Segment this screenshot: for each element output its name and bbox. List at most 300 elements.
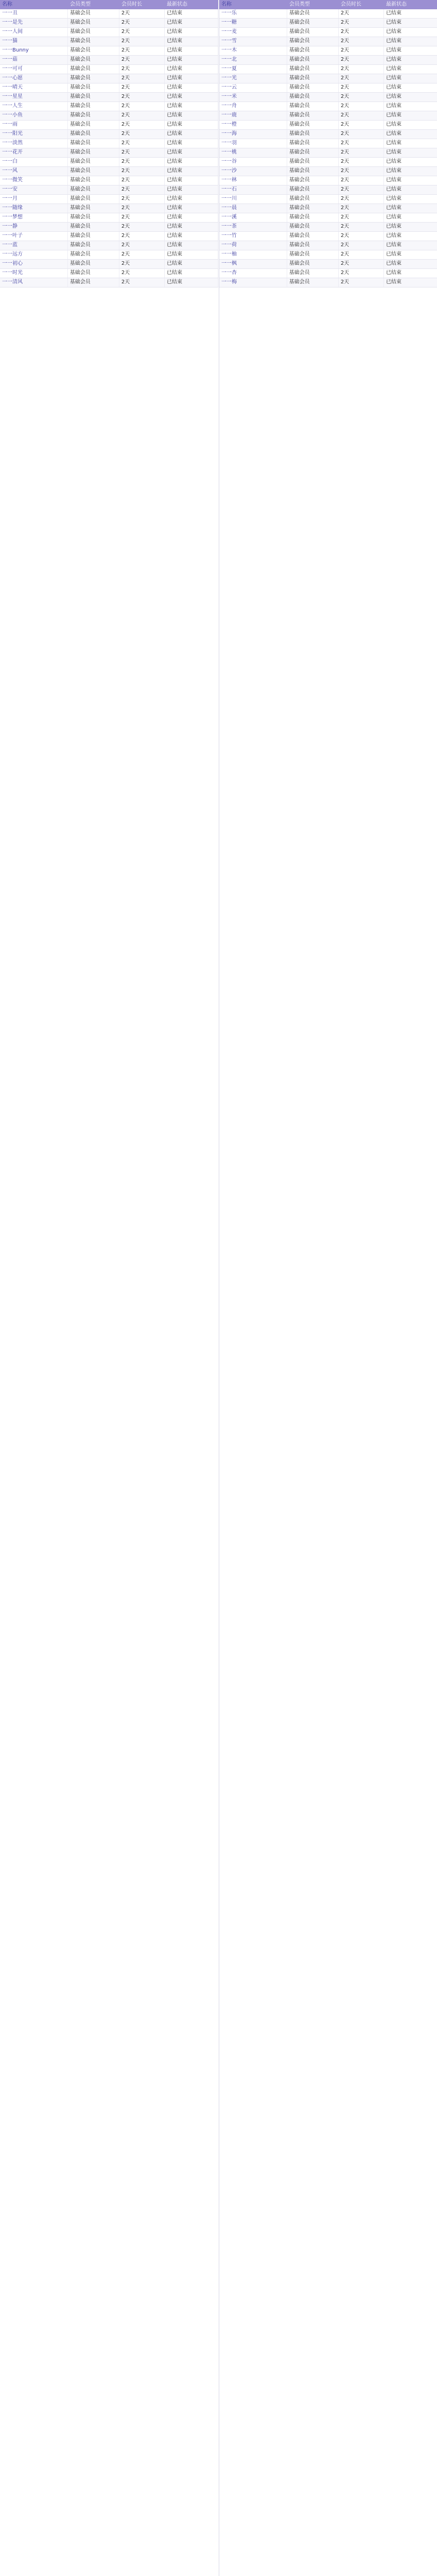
member-duration: 2天 xyxy=(119,56,165,64)
member-status: 已结束 xyxy=(165,185,218,194)
table-row[interactable] xyxy=(219,167,437,176)
table-row[interactable] xyxy=(0,241,218,250)
member-status: 已结束 xyxy=(165,204,218,213)
member-duration: 2天 xyxy=(339,37,384,46)
header-duration: 会员时长 xyxy=(341,2,361,7)
member-name[interactable]: 一一羽 xyxy=(219,139,287,148)
member-duration: 2天 xyxy=(339,250,384,259)
member-duration: 2天 xyxy=(119,167,165,176)
member-name[interactable]: 一一舟 xyxy=(219,102,287,111)
member-type: 基础会员 xyxy=(287,278,339,287)
member-status: 已结束 xyxy=(384,9,437,18)
member-name[interactable]: 一一菇 xyxy=(0,56,68,64)
member-duration: 2天 xyxy=(119,223,165,231)
table-row[interactable] xyxy=(0,176,218,185)
table-row[interactable] xyxy=(0,148,218,158)
table-row[interactable] xyxy=(219,93,437,102)
member-name[interactable]: 一一夏 xyxy=(219,65,287,74)
member-name[interactable]: 一一微笑 xyxy=(0,176,68,185)
table-row[interactable] xyxy=(0,204,218,213)
member-name[interactable]: 一一人间 xyxy=(0,28,68,37)
member-status: 已结束 xyxy=(165,148,218,157)
member-status: 已结束 xyxy=(384,93,437,101)
member-status: 已结束 xyxy=(165,250,218,259)
header-duration: 会员时长 xyxy=(121,2,142,7)
member-name[interactable]: 一一枫 xyxy=(219,260,287,268)
member-name[interactable]: 一一清风 xyxy=(0,278,68,287)
member-type: 基础会员 xyxy=(287,167,339,176)
member-name[interactable]: 一一溪 xyxy=(219,213,287,222)
table-row[interactable] xyxy=(219,111,437,121)
table-row[interactable] xyxy=(219,195,437,204)
member-type: 基础会员 xyxy=(287,130,339,139)
member-duration: 2天 xyxy=(339,56,384,64)
member-type: 基础会员 xyxy=(68,241,119,250)
member-status: 已结束 xyxy=(165,176,218,185)
member-name[interactable]: 一一阳光 xyxy=(0,130,68,139)
member-name[interactable]: 一一叶子 xyxy=(0,232,68,241)
member-duration: 2天 xyxy=(339,158,384,166)
member-duration: 2天 xyxy=(339,130,384,139)
member-duration: 2天 xyxy=(339,111,384,120)
member-status: 已结束 xyxy=(384,83,437,92)
member-duration: 2天 xyxy=(119,93,165,101)
table-row[interactable] xyxy=(219,19,437,28)
member-name[interactable]: 一一是先 xyxy=(0,19,68,27)
left-table-panel xyxy=(0,0,218,2576)
member-name[interactable]: 一一茶 xyxy=(219,223,287,231)
member-status: 已结束 xyxy=(384,204,437,213)
table-row[interactable] xyxy=(0,121,218,130)
member-duration: 2天 xyxy=(339,269,384,278)
member-duration: 2天 xyxy=(119,9,165,18)
member-name[interactable]: 一一时光 xyxy=(0,269,68,278)
member-name[interactable]: 一一雪 xyxy=(219,37,287,46)
member-duration: 2天 xyxy=(339,185,384,194)
table-row[interactable] xyxy=(0,185,218,195)
member-duration: 2天 xyxy=(339,232,384,241)
member-type: 基础会员 xyxy=(68,167,119,176)
member-type: 基础会员 xyxy=(68,65,119,74)
member-name[interactable]: 一一初心 xyxy=(0,260,68,268)
member-type: 基础会员 xyxy=(287,111,339,120)
member-type: 基础会员 xyxy=(287,269,339,278)
table-row[interactable] xyxy=(0,158,218,167)
table-row[interactable] xyxy=(0,28,218,37)
member-name[interactable]: 一一星星 xyxy=(0,93,68,101)
header-status: 最新状态 xyxy=(167,2,187,7)
member-duration: 2天 xyxy=(119,158,165,166)
member-name[interactable]: 一一海 xyxy=(219,130,287,139)
member-name[interactable]: 一一人生 xyxy=(0,102,68,111)
table-row[interactable] xyxy=(219,260,437,269)
member-duration: 2天 xyxy=(119,278,165,287)
member-duration: 2天 xyxy=(119,83,165,92)
table-row[interactable] xyxy=(219,56,437,65)
member-status: 已结束 xyxy=(165,139,218,148)
member-duration: 2天 xyxy=(119,269,165,278)
member-status: 已结束 xyxy=(384,278,437,287)
member-duration: 2天 xyxy=(339,223,384,231)
member-duration: 2天 xyxy=(119,176,165,185)
member-status: 已结束 xyxy=(165,241,218,250)
table-row[interactable] xyxy=(219,28,437,37)
member-type: 基础会员 xyxy=(287,102,339,111)
member-name[interactable]: 一一晨 xyxy=(219,204,287,213)
member-status: 已结束 xyxy=(165,46,218,55)
member-duration: 2天 xyxy=(339,139,384,148)
member-duration: 2天 xyxy=(339,148,384,157)
member-type: 基础会员 xyxy=(287,93,339,101)
member-type: 基础会员 xyxy=(287,148,339,157)
member-duration: 2天 xyxy=(119,65,165,74)
member-name[interactable]: 一一可可 xyxy=(0,65,68,74)
member-duration: 2天 xyxy=(339,121,384,129)
member-duration: 2天 xyxy=(339,241,384,250)
header-name: 名称 xyxy=(2,2,12,7)
member-duration: 2天 xyxy=(119,148,165,157)
member-name[interactable]: 一一安 xyxy=(0,185,68,194)
member-type: 基础会员 xyxy=(287,28,339,37)
member-duration: 2天 xyxy=(119,232,165,241)
member-name[interactable]: 一一荷 xyxy=(219,241,287,250)
header-type: 会员类型 xyxy=(289,2,310,7)
member-type: 基础会员 xyxy=(287,37,339,46)
member-type: 基础会员 xyxy=(68,111,119,120)
table-row[interactable] xyxy=(219,158,437,167)
member-status: 已结束 xyxy=(165,65,218,74)
member-status: 已结束 xyxy=(384,74,437,83)
member-duration: 2天 xyxy=(119,185,165,194)
member-name[interactable]: 一一心愿 xyxy=(0,74,68,83)
member-duration: 2天 xyxy=(119,111,165,120)
member-duration: 2天 xyxy=(339,46,384,55)
table-row[interactable] xyxy=(0,223,218,232)
member-name[interactable]: 一一晴天 xyxy=(0,83,68,92)
member-status: 已结束 xyxy=(384,111,437,120)
member-name[interactable]: 一一猫 xyxy=(0,37,68,46)
member-name[interactable]: 一一石 xyxy=(219,185,287,194)
table-row[interactable] xyxy=(219,121,437,130)
member-type: 基础会员 xyxy=(287,250,339,259)
member-status: 已结束 xyxy=(165,19,218,27)
member-status: 已结束 xyxy=(384,148,437,157)
member-name[interactable]: 一一梅 xyxy=(219,278,287,287)
table-row[interactable] xyxy=(0,46,218,56)
left-table-body xyxy=(0,9,218,287)
member-type: 基础会员 xyxy=(68,148,119,157)
member-status: 已结束 xyxy=(384,232,437,241)
member-type: 基础会员 xyxy=(287,56,339,64)
member-status: 已结束 xyxy=(384,241,437,250)
member-status: 已结束 xyxy=(165,28,218,37)
member-type: 基础会员 xyxy=(68,83,119,92)
member-status: 已结束 xyxy=(165,74,218,83)
member-type: 基础会员 xyxy=(68,9,119,18)
member-status: 已结束 xyxy=(384,223,437,231)
member-name[interactable]: 一一随缘 xyxy=(0,204,68,213)
member-name[interactable]: 一一麦 xyxy=(219,28,287,37)
member-status: 已结束 xyxy=(165,269,218,278)
member-status: 已结束 xyxy=(384,213,437,222)
member-status: 已结束 xyxy=(384,28,437,37)
member-name[interactable]: 一一林 xyxy=(219,176,287,185)
table-row[interactable] xyxy=(219,232,437,241)
member-status: 已结束 xyxy=(165,37,218,46)
member-duration: 2天 xyxy=(339,167,384,176)
member-status: 已结束 xyxy=(165,260,218,268)
member-name[interactable]: 一一谷 xyxy=(219,158,287,166)
table-row[interactable] xyxy=(219,46,437,56)
member-duration: 2天 xyxy=(119,19,165,27)
member-status: 已结束 xyxy=(165,130,218,139)
member-status: 已结束 xyxy=(384,269,437,278)
member-duration: 2天 xyxy=(339,176,384,185)
member-type: 基础会员 xyxy=(68,232,119,241)
member-type: 基础会员 xyxy=(68,121,119,129)
member-type: 基础会员 xyxy=(287,65,339,74)
member-duration: 2天 xyxy=(339,19,384,27)
table-row[interactable] xyxy=(219,213,437,223)
member-type: 基础会员 xyxy=(287,46,339,55)
table-row[interactable] xyxy=(0,269,218,278)
member-status: 已结束 xyxy=(165,93,218,101)
member-type: 基础会员 xyxy=(68,213,119,222)
member-status: 已结束 xyxy=(165,83,218,92)
table-row[interactable] xyxy=(219,185,437,195)
table-row[interactable] xyxy=(219,9,437,19)
member-name[interactable]: 一一丑 xyxy=(0,9,68,18)
table-row[interactable] xyxy=(219,139,437,148)
member-status: 已结束 xyxy=(384,167,437,176)
member-name[interactable]: 一一花开 xyxy=(0,148,68,157)
member-type: 基础会员 xyxy=(68,195,119,204)
member-name[interactable]: 一一光 xyxy=(219,74,287,83)
member-duration: 2天 xyxy=(339,260,384,268)
member-duration: 2天 xyxy=(119,102,165,111)
member-name[interactable]: 一一雨 xyxy=(0,121,68,129)
member-name[interactable]: 一一米 xyxy=(219,93,287,101)
member-status: 已结束 xyxy=(384,56,437,64)
member-type: 基础会员 xyxy=(68,260,119,268)
table-row[interactable] xyxy=(0,250,218,260)
member-name[interactable]: 一一川 xyxy=(219,195,287,204)
table-row[interactable] xyxy=(0,195,218,204)
table-row[interactable] xyxy=(219,241,437,250)
member-duration: 2天 xyxy=(119,121,165,129)
member-type: 基础会员 xyxy=(68,176,119,185)
member-name[interactable]: 一一风 xyxy=(0,167,68,176)
table-row[interactable] xyxy=(0,19,218,28)
table-row[interactable] xyxy=(219,102,437,111)
header-status: 最新状态 xyxy=(386,2,407,7)
member-type: 基础会员 xyxy=(287,223,339,231)
table-row[interactable] xyxy=(219,37,437,46)
member-duration: 2天 xyxy=(119,139,165,148)
member-type: 基础会员 xyxy=(68,250,119,259)
member-status: 已结束 xyxy=(384,176,437,185)
member-name[interactable]: 一一蓝 xyxy=(0,241,68,250)
member-type: 基础会员 xyxy=(287,19,339,27)
table-row[interactable] xyxy=(0,278,218,287)
member-status: 已结束 xyxy=(165,9,218,18)
member-duration: 2天 xyxy=(119,213,165,222)
member-name[interactable]: 一一静 xyxy=(0,223,68,231)
right-table-panel xyxy=(219,0,437,2576)
member-duration: 2天 xyxy=(339,74,384,83)
table-row[interactable] xyxy=(0,56,218,65)
member-type: 基础会员 xyxy=(287,241,339,250)
member-status: 已结束 xyxy=(384,46,437,55)
member-status: 已结束 xyxy=(384,121,437,129)
member-status: 已结束 xyxy=(384,195,437,204)
member-name[interactable]: 一一乐 xyxy=(219,9,287,18)
table-row[interactable] xyxy=(219,250,437,260)
member-type: 基础会员 xyxy=(287,121,339,129)
table-row[interactable] xyxy=(219,204,437,213)
member-type: 基础会员 xyxy=(287,158,339,166)
table-row[interactable] xyxy=(219,130,437,139)
member-duration: 2天 xyxy=(119,195,165,204)
table-row[interactable] xyxy=(0,130,218,139)
member-type: 基础会员 xyxy=(68,37,119,46)
table-row[interactable] xyxy=(0,74,218,83)
member-status: 已结束 xyxy=(165,158,218,166)
right-table-header xyxy=(219,0,437,9)
member-name[interactable]: 一一淡然 xyxy=(0,139,68,148)
member-duration: 2天 xyxy=(119,241,165,250)
table-row[interactable] xyxy=(0,213,218,223)
member-name[interactable]: 一一北 xyxy=(219,56,287,64)
member-name[interactable]: 一一Bunny xyxy=(0,46,68,55)
member-name[interactable]: 一一云 xyxy=(219,83,287,92)
member-duration: 2天 xyxy=(339,102,384,111)
table-row[interactable] xyxy=(0,111,218,121)
table-row[interactable] xyxy=(219,176,437,185)
member-name[interactable]: 一一小鱼 xyxy=(0,111,68,120)
member-type: 基础会员 xyxy=(68,130,119,139)
member-type: 基础会员 xyxy=(68,28,119,37)
right-table-body xyxy=(219,9,437,287)
member-name[interactable]: 一一沙 xyxy=(219,167,287,176)
member-duration: 2天 xyxy=(119,260,165,268)
table-row[interactable] xyxy=(219,148,437,158)
member-type: 基础会员 xyxy=(287,204,339,213)
member-name[interactable]: 一一橙 xyxy=(219,121,287,129)
member-name[interactable]: 一一木 xyxy=(219,46,287,55)
member-status: 已结束 xyxy=(165,167,218,176)
table-row[interactable] xyxy=(0,9,218,19)
table-row[interactable] xyxy=(219,83,437,93)
table-row[interactable] xyxy=(0,102,218,111)
member-duration: 2天 xyxy=(339,28,384,37)
member-status: 已结束 xyxy=(384,139,437,148)
member-type: 基础会员 xyxy=(68,46,119,55)
table-row[interactable] xyxy=(219,269,437,278)
table-row[interactable] xyxy=(219,223,437,232)
member-type: 基础会员 xyxy=(68,223,119,231)
member-status: 已结束 xyxy=(165,278,218,287)
member-status: 已结束 xyxy=(165,223,218,231)
member-name[interactable]: 一一糖 xyxy=(219,19,287,27)
member-status: 已结束 xyxy=(384,130,437,139)
member-type: 基础会员 xyxy=(287,195,339,204)
member-duration: 2天 xyxy=(119,250,165,259)
table-row[interactable] xyxy=(0,93,218,102)
member-duration: 2天 xyxy=(339,83,384,92)
member-status: 已结束 xyxy=(165,56,218,64)
table-row[interactable] xyxy=(219,74,437,83)
member-type: 基础会员 xyxy=(68,139,119,148)
member-type: 基础会员 xyxy=(68,93,119,101)
member-duration: 2天 xyxy=(339,93,384,101)
member-duration: 2天 xyxy=(339,195,384,204)
member-status: 已结束 xyxy=(384,37,437,46)
member-type: 基础会员 xyxy=(68,74,119,83)
member-type: 基础会员 xyxy=(287,139,339,148)
header-type: 会员类型 xyxy=(70,2,91,7)
left-table-header xyxy=(0,0,218,9)
member-status: 已结束 xyxy=(384,158,437,166)
member-name[interactable]: 一一月 xyxy=(0,195,68,204)
member-duration: 2天 xyxy=(339,65,384,74)
member-status: 已结束 xyxy=(384,65,437,74)
member-type: 基础会员 xyxy=(68,56,119,64)
table-row[interactable] xyxy=(0,37,218,46)
member-duration: 2天 xyxy=(119,46,165,55)
member-status: 已结束 xyxy=(165,195,218,204)
member-type: 基础会员 xyxy=(68,158,119,166)
member-status: 已结束 xyxy=(165,102,218,111)
member-status: 已结束 xyxy=(384,260,437,268)
member-duration: 2天 xyxy=(119,130,165,139)
table-row[interactable] xyxy=(0,260,218,269)
member-name[interactable]: 一一远方 xyxy=(0,250,68,259)
member-type: 基础会员 xyxy=(287,232,339,241)
member-name[interactable]: 一一鹿 xyxy=(219,111,287,120)
member-duration: 2天 xyxy=(119,204,165,213)
member-type: 基础会员 xyxy=(68,204,119,213)
member-status: 已结束 xyxy=(384,250,437,259)
table-row[interactable] xyxy=(0,139,218,148)
member-name[interactable]: 一一杏 xyxy=(219,269,287,278)
member-name[interactable]: 一一白 xyxy=(0,158,68,166)
member-status: 已结束 xyxy=(384,185,437,194)
header-name: 名称 xyxy=(221,2,232,7)
table-row[interactable] xyxy=(0,65,218,74)
table-row[interactable] xyxy=(0,83,218,93)
member-name[interactable]: 一一桃 xyxy=(219,148,287,157)
member-status: 已结束 xyxy=(384,19,437,27)
member-status: 已结束 xyxy=(165,232,218,241)
member-type: 基础会员 xyxy=(68,19,119,27)
member-name[interactable]: 一一竹 xyxy=(219,232,287,241)
member-duration: 2天 xyxy=(339,9,384,18)
member-name[interactable]: 一一柚 xyxy=(219,250,287,259)
member-duration: 2天 xyxy=(339,204,384,213)
member-type: 基础会员 xyxy=(68,185,119,194)
table-row[interactable] xyxy=(0,232,218,241)
member-status: 已结束 xyxy=(384,102,437,111)
member-name[interactable]: 一一梦想 xyxy=(0,213,68,222)
member-duration: 2天 xyxy=(119,74,165,83)
member-status: 已结束 xyxy=(165,111,218,120)
table-row[interactable] xyxy=(0,167,218,176)
table-row[interactable] xyxy=(219,65,437,74)
member-status: 已结束 xyxy=(165,121,218,129)
table-row[interactable] xyxy=(219,278,437,287)
member-type: 基础会员 xyxy=(68,269,119,278)
